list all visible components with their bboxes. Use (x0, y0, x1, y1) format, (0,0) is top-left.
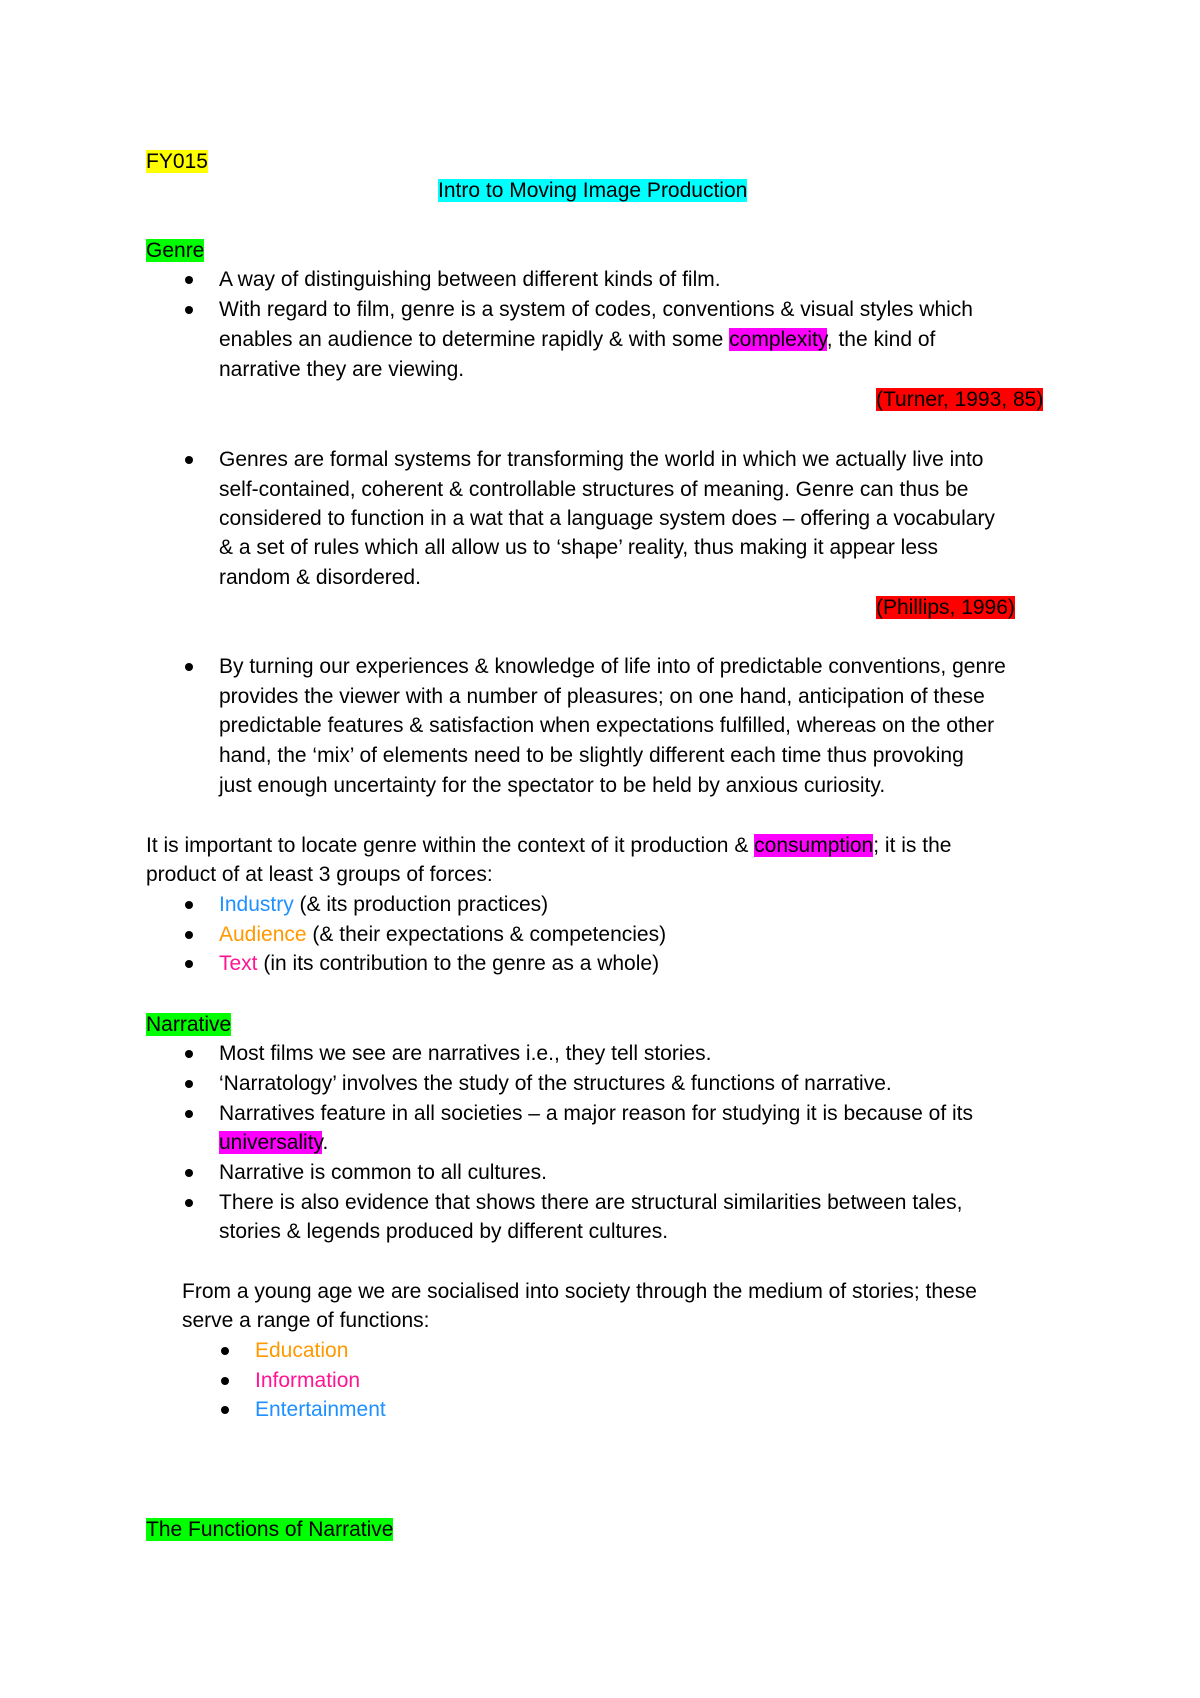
genre-bullet-4-line-5: just enough uncertainty for the spectator to be held by anxious curiosity. (219, 774, 886, 797)
genre-heading: Genre (146, 239, 205, 262)
bullet-icon (185, 1050, 193, 1058)
function-entertainment: Entertainment (255, 1398, 386, 1421)
narrative-functions-line-1: From a young age we are socialised into society through the medium of stories; these (182, 1280, 977, 1303)
function-education: Education (255, 1339, 349, 1362)
genre-bullet-1: A way of distinguishing between different kinds of film. (219, 268, 721, 291)
genre-bullet-2-line-3: narrative they are viewing. (219, 358, 465, 381)
genre-bullet-3-line-5: random & disordered. (219, 566, 421, 589)
narrative-bullet-4: Narrative is common to all cultures. (219, 1161, 547, 1184)
bullet-icon (185, 306, 193, 314)
narrative-bullet-3-line-1: Narratives feature in all societies – a major reason for studying it is because of its (219, 1102, 974, 1125)
citation-phillips: (Phillips, 1996) (876, 596, 1015, 619)
bullet-icon (221, 1377, 229, 1385)
bullet-icon (185, 1080, 193, 1088)
narrative-functions-line-2: serve a range of functions: (182, 1309, 430, 1332)
bullet-icon (185, 1169, 193, 1177)
bullet-icon (185, 960, 193, 968)
genre-bullet-3-line-2: self-contained, coherent & controllable structures of meaning. Genre can thus be (219, 478, 969, 501)
narrative-bullet-5-line-1: There is also evidence that shows there are structural similarities between tales, (219, 1191, 963, 1214)
narrative-heading: Narrative (146, 1013, 232, 1036)
genre-context-line-1: It is important to locate genre within the context of it production & consumption; it is the (146, 834, 952, 857)
bullet-icon (185, 1199, 193, 1207)
genre-bullet-4-line-3: predictable features & satisfaction when expectations fulfilled, whereas on the other (219, 714, 995, 737)
narrative-bullet-1: Most films we see are narratives i.e., they tell stories. (219, 1042, 712, 1065)
narrative-bullet-2: ‘Narratology’ involves the study of the structures & functions of narrative. (219, 1072, 892, 1095)
functions-of-narrative-heading: The Functions of Narrative (146, 1518, 394, 1541)
genre-bullet-4-line-1: By turning our experiences & knowledge of life into of predictable conventions, genre (219, 655, 1006, 678)
function-information: Information (255, 1369, 361, 1392)
genre-bullet-3-line-3: considered to function in a wat that a language system does – offering a vocabulary (219, 507, 995, 530)
bullet-icon (221, 1406, 229, 1414)
narrative-bullet-5-line-2: stories & legends produced by different cultures. (219, 1220, 669, 1243)
genre-bullet-4-line-4: hand, the ‘mix’ of elements need to be slightly different each time thus provoking (219, 744, 964, 767)
bullet-icon (185, 901, 193, 909)
bullet-icon (221, 1347, 229, 1355)
bullet-icon (185, 456, 193, 464)
bullet-icon (185, 276, 193, 284)
force-audience: Audience (& their expectations & competencies) (219, 923, 667, 946)
genre-bullet-4-line-2: provides the viewer with a number of pleasures; on one hand, anticipation of these (219, 685, 985, 708)
bullet-icon (185, 931, 193, 939)
narrative-bullet-3-line-2: universality. (219, 1131, 329, 1154)
genre-bullet-2-line-2: enables an audience to determine rapidly & with some complexity, the kind of (219, 328, 936, 351)
genre-bullet-2-line-1: With regard to film, genre is a system of codes, conventions & visual styles which (219, 298, 973, 321)
bullet-icon (185, 663, 193, 671)
course-code: FY015 (146, 150, 208, 173)
genre-bullet-3-line-4: & a set of rules which all allow us to ‘shape’ reality, thus making it appear less (219, 536, 939, 559)
force-industry: Industry (& its production practices) (219, 893, 549, 916)
citation-turner: (Turner, 1993, 85) (876, 388, 1044, 411)
bullet-icon (185, 1110, 193, 1118)
force-text: Text (in its contribution to the genre as a whole) (219, 952, 660, 975)
genre-bullet-3-line-1: Genres are formal systems for transforming the world in which we actually live into (219, 448, 984, 471)
page-title: Intro to Moving Image Production (438, 179, 748, 202)
genre-context-line-2: product of at least 3 groups of forces: (146, 863, 493, 886)
